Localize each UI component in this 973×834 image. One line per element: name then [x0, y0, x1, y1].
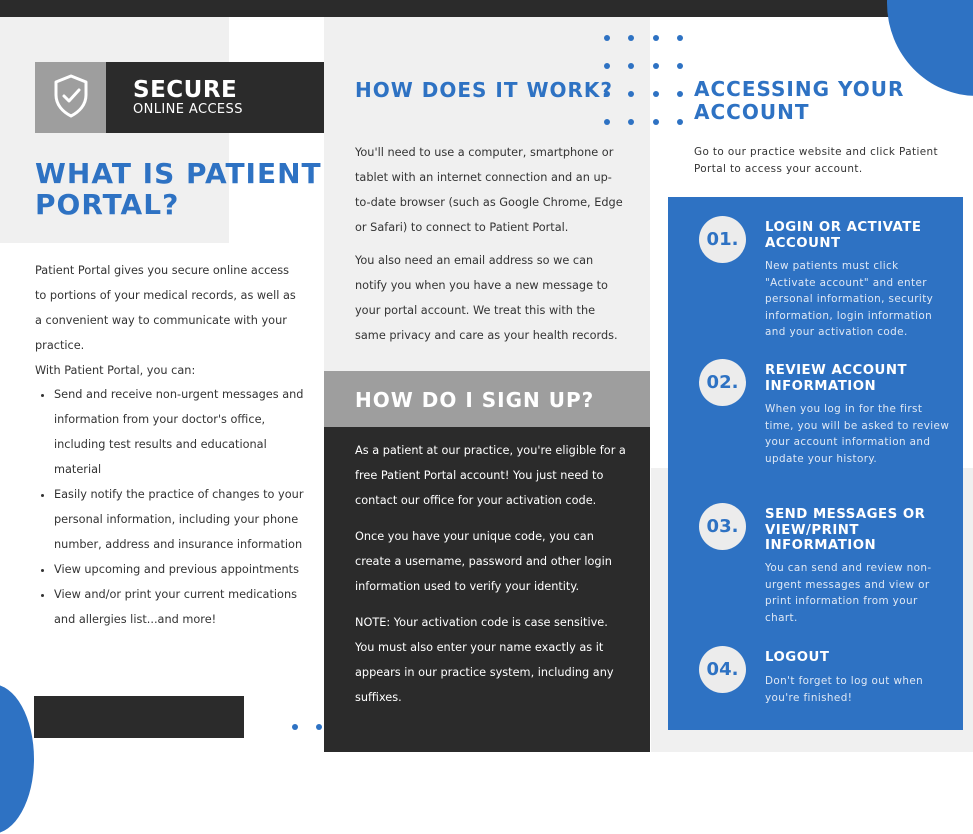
what-is-heading: WHAT IS PATIENT PORTAL?: [35, 157, 322, 221]
decorative-circle-bottom-left: [0, 684, 34, 834]
signup-body: [355, 438, 627, 721]
bottom-dark-bar: [34, 696, 244, 738]
access-heading: ACCESSING YOUR ACCOUNT: [694, 77, 905, 124]
list-item: • View upcoming and previous appointments: [54, 557, 316, 582]
step-title: REVIEW ACCOUNT INFORMATION: [765, 363, 908, 394]
intro-paragraph: Patient Portal gives you secure online access to portions of your medical records, as well as a convenient way to communicate with your practice.: [35, 264, 296, 352]
step-description: You can send and review non-urgent messages and view or print information from your chart.: [765, 562, 932, 624]
signup-paragraph: Once you have your unique code, you can create a username, password and other login information used to verify your identity.: [355, 530, 612, 593]
how-work-body: [355, 140, 627, 356]
step-title: SEND MESSAGES OR VIEW/PRINT INFORMATION: [765, 507, 926, 553]
step-number: 03.: [699, 503, 746, 550]
step-number: 02.: [699, 359, 746, 406]
step-description: New patients must click "Activate account" and enter personal information, security information, login information and your activation code.: [765, 260, 934, 338]
step-number: 01.: [699, 216, 746, 263]
intro-lead: With Patient Portal, you can:: [35, 364, 196, 377]
list-item: • Send and receive non-urgent messages and information from your doctor's office, including test results and educational material: [54, 382, 316, 482]
step-description: Don't forget to log out when you're finished!: [765, 675, 924, 704]
shield-badge: [35, 62, 106, 133]
list-item: • Easily notify the practice of changes to your personal information, including your phone number, address and insurance information: [54, 482, 316, 557]
step-description: When you log in for the first time, you will be asked to review your account information and update your history.: [765, 403, 950, 465]
list-item: • View and/or print your current medications and allergies list...and more!: [54, 582, 316, 632]
secure-subtitle: ONLINE ACCESS: [133, 102, 243, 117]
step-number: 04.: [699, 646, 746, 693]
top-bar: [0, 0, 973, 17]
how-work-paragraph: You also need an email address so we can notify you when you have a new message to your portal account. We treat this with the same privacy and care as your health records.: [355, 254, 618, 342]
benefits-list: [35, 382, 316, 632]
shield-check-icon: [52, 73, 90, 123]
step-title: LOGIN OR ACTIVATE ACCOUNT: [765, 220, 922, 251]
how-work-paragraph: You'll need to use a computer, smartphone or tablet with an internet connection and an up-to-date browser (such as Google Chrome, Edge or Safari) to connect to Patient Portal.: [355, 146, 623, 234]
what-is-intro: [35, 258, 297, 383]
step-title: LOGOUT: [765, 650, 830, 665]
secure-title: SECURE: [133, 77, 238, 103]
steps-panel: [668, 197, 963, 730]
access-intro: Go to our practice website and click Patient Portal to access your account.: [694, 146, 938, 175]
signup-paragraph: NOTE: Your activation code is case sensitive. You must also enter your name exactly as it appears in our practice system, including any suffixes.: [355, 616, 614, 704]
how-work-heading: HOW DOES IT WORK?: [355, 78, 614, 102]
signup-heading: HOW DO I SIGN UP?: [355, 388, 595, 412]
signup-paragraph: As a patient at our practice, you're eligible for a free Patient Portal account! You just need to contact our office for your activation code.: [355, 444, 626, 507]
